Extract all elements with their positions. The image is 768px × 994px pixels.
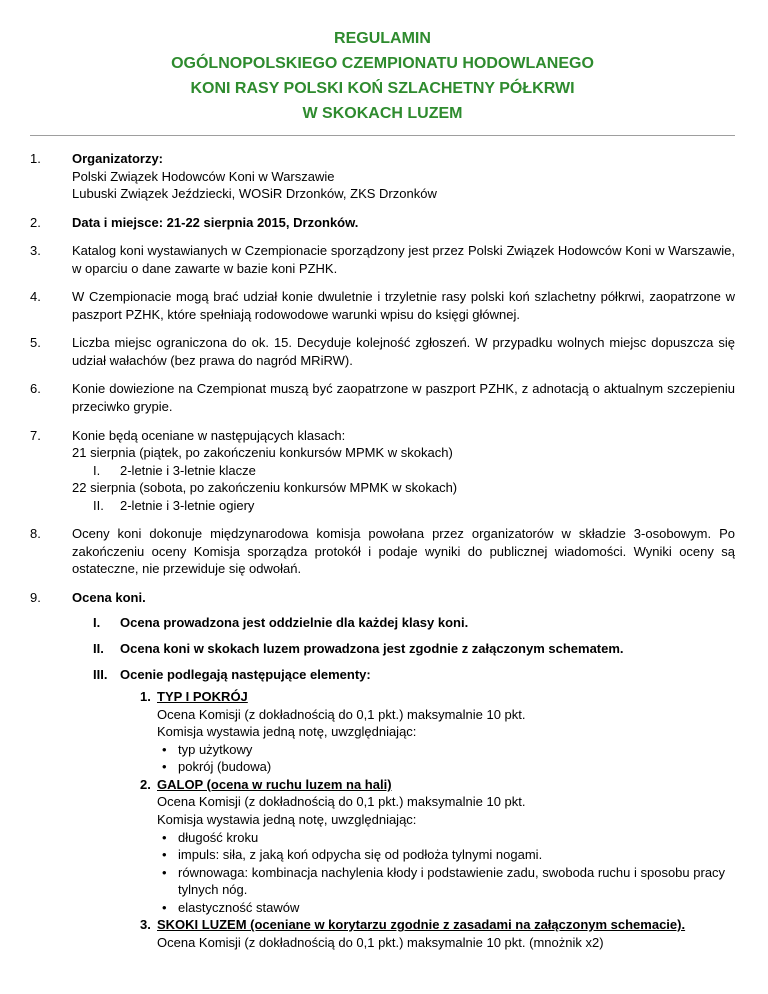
element-2-bullet-2-text: impuls: siła, z jaką koń odpycha się od podłoża tylnymi nogami. — [178, 847, 543, 863]
item-9-sub-2-number: II. — [93, 641, 104, 657]
item-1-line-2: Lubuski Związek Jeździecki, WOSiR Drzonków, ZKS Drzonków — [72, 186, 437, 202]
element-1-number: 1. — [140, 689, 151, 705]
bullet-icon: • — [162, 741, 167, 757]
item-9-sub-2 — [72, 640, 735, 658]
bullet-icon: • — [162, 829, 167, 845]
item-7-class-1 — [72, 462, 735, 480]
item-4 — [30, 288, 735, 323]
document-title — [30, 26, 735, 136]
item-6-number: 6. — [30, 381, 41, 397]
element-1-bullet-1 — [157, 741, 735, 759]
item-1-heading: Organizatorzy: — [72, 151, 164, 166]
item-1-content — [72, 150, 735, 203]
item-1-line-1: Polski Związek Hodowców Koni w Warszawie — [72, 168, 335, 184]
title-line-4: W SKOKACH LUZEM — [302, 105, 463, 122]
item-9 — [30, 589, 735, 951]
item-7-class-2-label: 2-letnie i 3-letnie ogiery — [120, 497, 255, 513]
element-1-bullet-1-text: typ użytkowy — [178, 741, 253, 757]
element-2-bullet-4 — [157, 899, 735, 917]
item-8-number: 8. — [30, 526, 41, 542]
element-2-line-2: Komisja wystawia jedną notę, uwzględniając: — [157, 811, 417, 827]
item-6-text: Konie dowiezione na Czempionat muszą być zaopatrzone w paszport PZHK, z adnotacją o aktualnym szczepieniu przeciwko grypie. — [72, 381, 735, 415]
element-1-typ-i-pokroj — [140, 688, 735, 776]
element-2-bullet-2 — [157, 846, 735, 864]
item-9-heading: Ocena koni. — [72, 589, 146, 605]
item-9-sub-3 — [72, 666, 735, 684]
element-1-title: TYP I POKRÓJ — [157, 689, 248, 705]
item-4-text: W Czempionacie mogą brać udział konie dwuletnie i trzyletnie rasy polski koń szlachetny półkrwi, zaopatrzone w paszport PZHK, które spełniają rodowodowe warunki wpisu do księgi głównej. — [72, 289, 735, 322]
item-1-number: 1. — [30, 151, 41, 166]
item-7-day-2: 22 sierpnia (sobota, po zakończeniu konkursów MPMK w skokach) — [72, 480, 458, 496]
item-9-sub-1-number: I. — [93, 615, 101, 631]
bullet-icon: • — [162, 847, 167, 863]
item-3 — [30, 242, 735, 277]
element-2-bullet-1 — [157, 829, 735, 847]
element-1-bullet-2-text: pokrój (budowa) — [178, 759, 272, 775]
element-2-heading — [140, 776, 735, 794]
element-2-number: 2. — [140, 776, 151, 792]
item-7-content — [72, 427, 735, 515]
item-7-class-2 — [72, 497, 735, 515]
item-8 — [30, 525, 735, 578]
item-9-sub-1-text: Ocena prowadzona jest oddzielnie dla każdej klasy koni. — [120, 615, 469, 631]
item-7-day-1: 21 sierpnia (piątek, po zakończeniu konkursów MPMK w skokach) — [72, 445, 453, 461]
item-9-sub-3-text: Ocenie podlegają następujące elementy: — [120, 666, 371, 682]
item-7-class-2-number: II. — [93, 497, 104, 513]
element-2-body — [157, 793, 735, 916]
element-1-line-2: Komisja wystawia jedną notę, uwzględniając: — [157, 724, 417, 740]
bullet-icon: • — [162, 899, 167, 915]
element-2-bullet-3-text: równowaga: kombinacja nachylenia kłody i podstawienie zadu, swoboda ruchu i sposobu pracy tylnych nóg. — [178, 864, 726, 898]
item-9-sub-3-number: III. — [93, 666, 108, 682]
item-9-number: 9. — [30, 589, 41, 605]
element-1-heading — [140, 688, 735, 706]
item-5-text: Liczba miejsc ograniczona do ok. 15. Decyduje kolejność zgłoszeń. W przypadku wolnych miejsc dopuszcza się udział wałachów (bez prawa do nagród MRiRW). — [72, 335, 735, 368]
element-2-bullet-1-text: długość kroku — [178, 829, 259, 845]
item-3-number: 3. — [30, 243, 41, 259]
item-9-sub-2-text: Ocena koni w skokach luzem prowadzona jest zgodnie z załączonym schematem. — [120, 641, 624, 657]
item-1 — [30, 150, 735, 203]
bullet-icon: • — [162, 864, 167, 880]
item-6 — [30, 380, 735, 415]
bullet-icon: • — [162, 759, 167, 775]
title-line-3: KONI RASY POLSKI KOŃ SZLACHETNY PÓŁKRWI — [190, 80, 575, 97]
item-9-sub-1 — [72, 614, 735, 632]
item-8-text: Oceny koni dokonuje międzynarodowa komisja powołana przez organizatorów w składzie 3-osobowym. Po zakończeniu oceny Komisja sporządza protokół i podaje wyniki do publicznej wiadomości. Wyniki oceny są ostateczne, nie przewiduje się odwołań. — [72, 526, 735, 577]
item-9-content — [72, 589, 735, 951]
item-5-number: 5. — [30, 335, 41, 351]
item-7-class-1-number: I. — [93, 462, 101, 478]
item-7 — [30, 427, 735, 515]
element-2-line-1: Ocena Komisji (z dokładnością do 0,1 pkt.) maksymalnie 10 pkt. — [157, 794, 526, 810]
element-1-bullet-2 — [157, 758, 735, 776]
evaluation-elements — [140, 688, 735, 951]
element-2-bullet-3 — [157, 864, 735, 899]
element-3-heading — [140, 916, 735, 934]
element-2-galop — [140, 776, 735, 916]
element-2-bullet-4-text: elastyczność stawów — [178, 899, 300, 915]
item-4-number: 4. — [30, 289, 41, 305]
item-7-intro: Konie będą oceniane w następujących klasach: — [72, 427, 346, 443]
element-3-number: 3. — [140, 917, 151, 933]
element-3-title: SKOKI LUZEM (oceniane w korytarzu zgodnie z zasadami na załączonym schemacie). — [157, 917, 686, 933]
item-2 — [30, 214, 735, 232]
item-2-content — [72, 214, 735, 232]
document-body — [30, 150, 735, 951]
element-1-body — [157, 706, 735, 776]
title-line-2: OGÓLNOPOLSKIEGO CZEMPIONATU HODOWLANEGO — [171, 55, 594, 72]
item-3-text: Katalog koni wystawianych w Czempionacie sporządzony jest przez Polski Związek Hodowców Koni w Warszawie, w oparciu o dane zawarte w bazie koni PZHK. — [72, 243, 735, 276]
element-3-line-1: Ocena Komisji (z dokładnością do 0,1 pkt.) maksymalnie 10 pkt. (mnożnik x2) — [157, 934, 604, 950]
element-3-body — [157, 934, 735, 952]
element-3-skoki-luzem — [140, 916, 735, 951]
element-2-title: GALOP (ocena w ruchu luzem na hali) — [157, 776, 392, 792]
item-2-number: 2. — [30, 214, 41, 230]
item-5 — [30, 334, 735, 369]
title-line-1: REGULAMIN — [334, 30, 431, 47]
item-7-number: 7. — [30, 427, 41, 443]
element-1-line-1: Ocena Komisji (z dokładnością do 0,1 pkt.) maksymalnie 10 pkt. — [157, 706, 526, 722]
item-7-class-1-label: 2-letnie i 3-letnie klacze — [120, 462, 256, 478]
item-2-heading: Data i miejsce: 21-22 sierpnia 2015, Drzonków. — [72, 214, 359, 230]
